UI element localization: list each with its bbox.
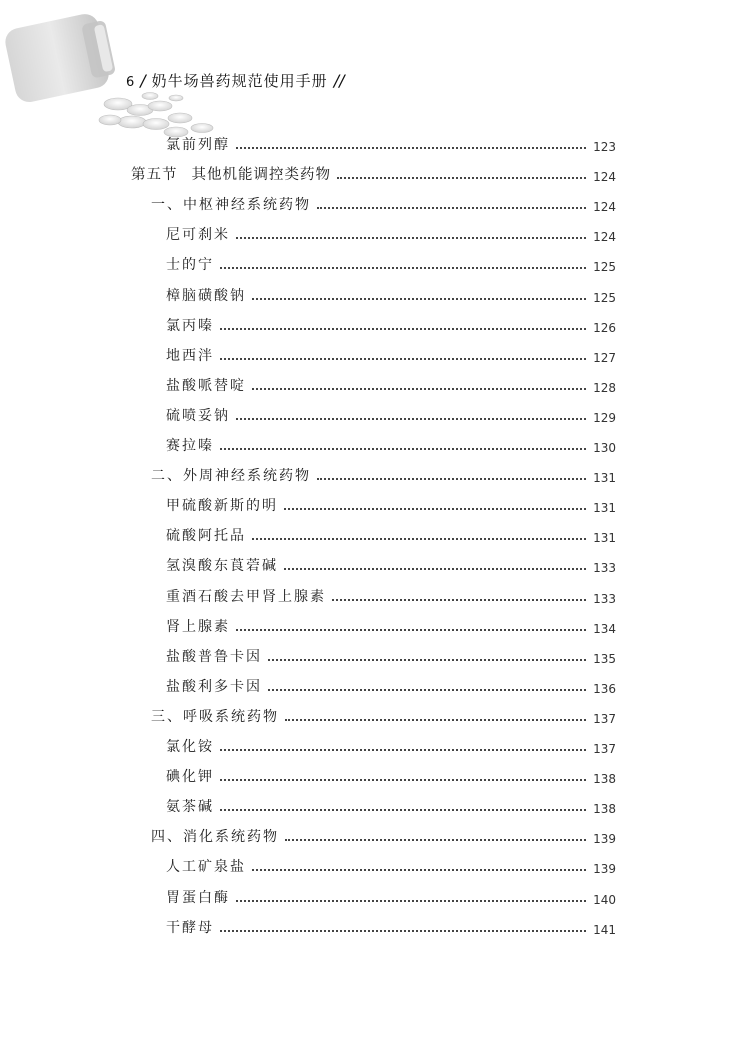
toc-page-number: 141 xyxy=(593,922,616,937)
toc-page-number: 127 xyxy=(593,350,616,365)
dot-leader xyxy=(220,930,586,932)
toc-chapter-entry[interactable] xyxy=(151,190,616,214)
toc-entry-label xyxy=(151,465,311,485)
dot-leader xyxy=(236,629,586,631)
toc-entry-text: 重酒石酸去甲肾上腺素 xyxy=(166,588,326,605)
toc-entry-text: 一、中枢神经系统药物 xyxy=(151,197,311,214)
toc-page-number: 131 xyxy=(593,501,616,516)
toc-entry-text: 地西泮 xyxy=(166,347,214,364)
toc-entry-text: 盐酸哌替啶 xyxy=(166,377,246,394)
toc-page-number: 134 xyxy=(593,621,616,636)
toc-entry-text: 氯丙嗪 xyxy=(166,317,214,334)
toc-entry-text: 碘化钾 xyxy=(166,769,214,786)
dot-leader xyxy=(220,749,586,751)
toc-entry-label xyxy=(166,495,278,515)
toc-page-number: 123 xyxy=(593,140,616,154)
toc-entry-label xyxy=(166,285,246,305)
toc-item-entry[interactable] xyxy=(166,220,616,244)
dot-leader xyxy=(220,809,586,811)
toc-entry-label xyxy=(166,917,214,937)
toc-item-entry[interactable] xyxy=(166,431,616,455)
running-header xyxy=(126,70,344,100)
toc-item-entry[interactable] xyxy=(166,852,616,876)
dot-leader xyxy=(252,538,586,540)
page-number: 6 xyxy=(126,75,135,90)
toc-entry-label xyxy=(166,405,230,425)
toc-chapter-entry[interactable] xyxy=(151,461,616,485)
toc-page-number: 138 xyxy=(593,772,616,787)
toc-page-number: 125 xyxy=(593,290,616,305)
toc-page-number: 129 xyxy=(593,410,616,425)
toc-entry-label xyxy=(151,826,279,846)
toc-entry-label xyxy=(166,586,326,606)
toc-section-entry[interactable] xyxy=(131,160,616,184)
toc-page-number: 139 xyxy=(593,862,616,877)
header-slash-left: / xyxy=(140,71,146,90)
dot-leader xyxy=(220,267,586,269)
dot-leader xyxy=(284,508,586,510)
toc-page-number: 130 xyxy=(593,441,616,455)
dot-leader xyxy=(317,478,586,480)
dot-leader xyxy=(220,779,586,781)
toc-entry-label xyxy=(166,555,278,575)
toc-entry-text: 人工矿泉盐 xyxy=(166,859,246,876)
toc-entry-text: 氯化铵 xyxy=(166,739,214,755)
dot-leader xyxy=(236,237,586,239)
toc-entry-text: 氯前列醇 xyxy=(166,137,230,153)
toc-page-number: 131 xyxy=(593,471,616,486)
dot-leader xyxy=(285,839,586,841)
toc-item-entry[interactable] xyxy=(166,551,616,575)
dot-leader xyxy=(317,207,586,209)
toc-entry-text: 盐酸利多卡因 xyxy=(166,678,262,695)
toc-page-number: 124 xyxy=(593,170,616,185)
toc-entry-label xyxy=(166,856,246,876)
toc-entry-text: 四、消化系统药物 xyxy=(151,829,279,846)
toc-item-entry[interactable] xyxy=(166,250,616,274)
toc-entry-label xyxy=(166,315,214,335)
toc-entry-text: 二、外周神经系统药物 xyxy=(151,468,311,485)
toc-entry-text: 士的宁 xyxy=(166,257,214,274)
toc-page-number: 124 xyxy=(593,230,616,245)
toc-entry-text: 胃蛋白酶 xyxy=(166,889,230,906)
toc-item-entry[interactable] xyxy=(166,582,616,606)
toc-item-entry[interactable] xyxy=(166,642,616,666)
dot-leader xyxy=(220,328,586,330)
toc-item-entry[interactable] xyxy=(166,913,616,937)
toc-entry-text: 其他机能调控类药物 xyxy=(191,167,331,184)
toc-item-entry[interactable] xyxy=(166,401,616,425)
toc-section-number: 第五节 xyxy=(131,167,178,184)
toc-entry-text: 干酵母 xyxy=(166,919,214,936)
toc-chapter-entry[interactable] xyxy=(151,702,616,726)
dot-leader xyxy=(252,298,586,300)
toc-item-entry[interactable] xyxy=(166,792,616,816)
book-title: 奶牛场兽药规范使用手册 xyxy=(151,72,328,90)
toc-entry-text: 硫酸阿托品 xyxy=(166,528,246,545)
toc-page-number: 137 xyxy=(593,742,616,756)
toc-entry-text: 樟脑磺酸钠 xyxy=(166,287,246,304)
toc-page-number: 133 xyxy=(593,561,616,576)
toc-entry-text: 尼可刹米 xyxy=(166,227,230,244)
toc-item-entry[interactable] xyxy=(166,612,616,636)
toc-entry-label xyxy=(166,525,246,545)
dot-leader xyxy=(332,599,586,601)
header-slash-right: // xyxy=(333,71,345,90)
dot-leader xyxy=(284,568,586,570)
toc-chapter-entry[interactable] xyxy=(151,822,616,846)
toc-entry-label xyxy=(166,224,230,244)
toc-item-entry[interactable] xyxy=(166,883,616,907)
toc-page-number: 138 xyxy=(593,802,616,817)
toc-page-number: 126 xyxy=(593,320,616,335)
toc-entry-label xyxy=(166,435,214,455)
dot-leader xyxy=(268,659,586,661)
toc-item-entry[interactable] xyxy=(166,130,616,154)
dot-leader xyxy=(236,147,586,149)
toc-item-entry[interactable] xyxy=(166,732,616,756)
toc-page-number: 125 xyxy=(593,260,616,275)
toc-item-entry[interactable] xyxy=(166,341,616,365)
toc-item-entry[interactable] xyxy=(166,672,616,696)
dot-leader xyxy=(252,388,586,390)
toc-page-number: 135 xyxy=(593,651,616,666)
toc-entry-label xyxy=(166,676,262,696)
toc-entry-label xyxy=(166,375,246,395)
toc-entry-label xyxy=(166,616,230,636)
toc-page-number: 140 xyxy=(593,892,616,907)
toc-entry-label xyxy=(151,194,311,214)
toc-item-entry[interactable] xyxy=(166,521,616,545)
dot-leader xyxy=(268,689,586,691)
toc-page-number: 137 xyxy=(593,711,616,726)
toc-entry-label xyxy=(166,796,214,816)
toc-item-entry[interactable] xyxy=(166,281,616,305)
dot-leader xyxy=(220,358,586,360)
toc-item-entry[interactable] xyxy=(166,311,616,335)
toc-page-number: 139 xyxy=(593,832,616,847)
toc-page-number: 124 xyxy=(593,200,616,215)
toc-entry-text: 肾上腺素 xyxy=(166,618,230,635)
dot-leader xyxy=(236,418,586,420)
toc-entry-label xyxy=(166,736,214,756)
toc-item-entry[interactable] xyxy=(166,762,616,786)
toc-entry-label xyxy=(166,646,262,666)
dot-leader xyxy=(252,869,586,871)
toc-entry-label xyxy=(166,134,230,154)
toc-entry-text: 甲硫酸新斯的明 xyxy=(166,498,278,515)
toc-entry-text: 三、呼吸系统药物 xyxy=(151,708,279,725)
toc-item-entry[interactable] xyxy=(166,371,616,395)
toc-entry-label xyxy=(151,706,279,726)
toc-page-number: 131 xyxy=(593,531,616,546)
toc-page-number: 136 xyxy=(593,681,616,696)
dot-leader xyxy=(220,448,586,450)
toc-entry-label xyxy=(166,345,214,365)
toc-entry-label xyxy=(166,254,214,274)
toc-entry-label xyxy=(166,887,230,907)
toc-entry-text: 赛拉嗪 xyxy=(166,438,214,454)
toc-page-number: 133 xyxy=(593,591,616,606)
dot-leader xyxy=(285,719,586,721)
toc-entry-text: 氨茶碱 xyxy=(166,799,214,816)
toc-entry-label xyxy=(166,766,214,786)
dot-leader xyxy=(236,900,586,902)
toc-item-entry[interactable] xyxy=(166,491,616,515)
toc-entry-text: 硫喷妥钠 xyxy=(166,407,230,424)
toc-entry-text: 盐酸普鲁卡因 xyxy=(166,648,262,665)
toc-entry-label xyxy=(131,163,331,184)
toc-page-number: 128 xyxy=(593,380,616,395)
dot-leader xyxy=(337,177,586,179)
toc-entry-text: 氢溴酸东莨菪碱 xyxy=(166,558,278,575)
